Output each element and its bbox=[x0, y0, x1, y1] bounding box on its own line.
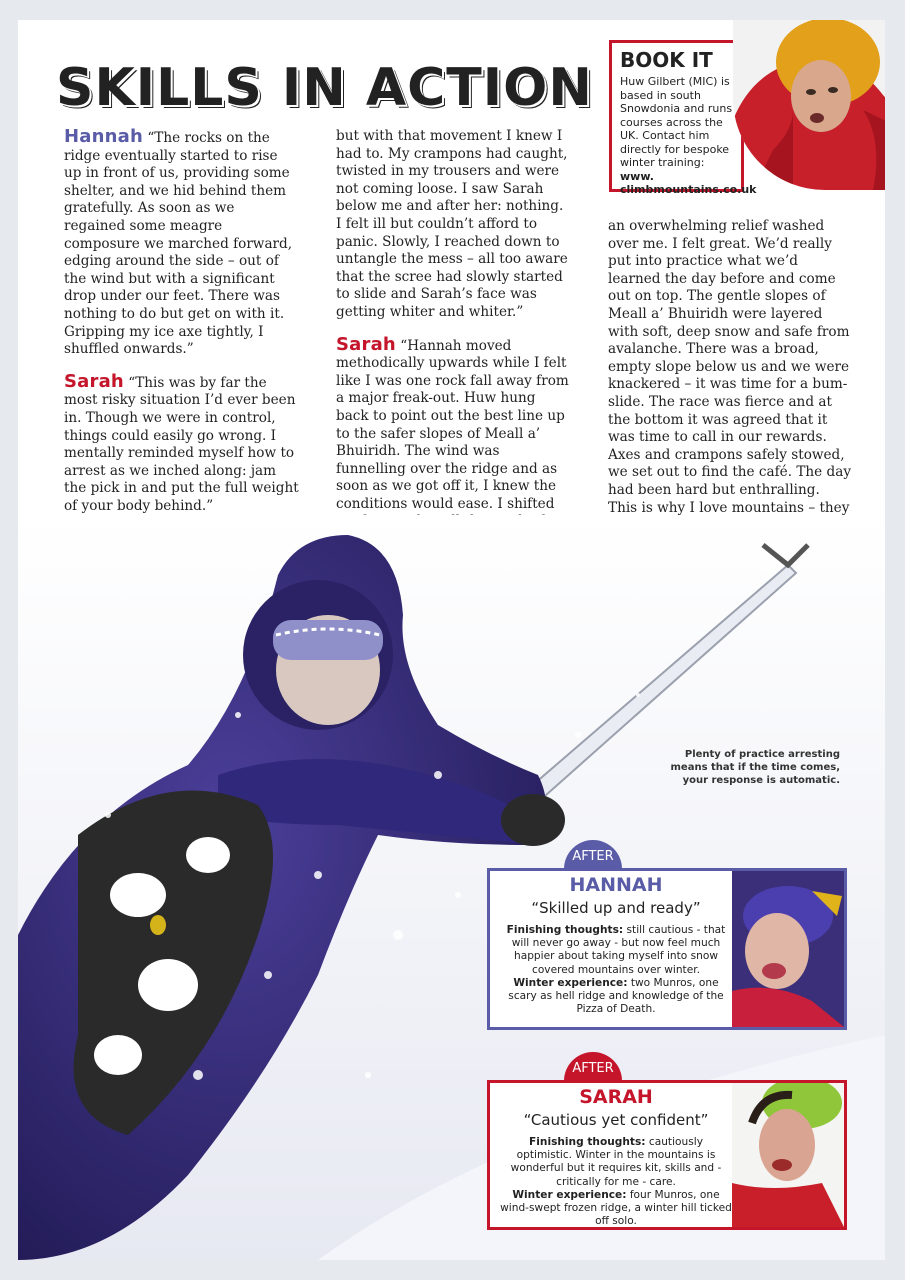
card-quote: “Cautious yet confident” bbox=[523, 1111, 709, 1129]
experience-text: two Munros, one scary as hell ridge and knowledge of the Pizza of Death. bbox=[508, 976, 724, 1016]
card-quote: “Skilled up and ready” bbox=[531, 899, 701, 917]
after-tag: AFTER bbox=[564, 840, 622, 870]
book-it-url[interactable]: www. climbmountains.co.uk bbox=[620, 169, 757, 196]
book-it-heading: BOOK IT bbox=[620, 48, 713, 72]
paragraph-text: “This was by far the most risky situation I’d ever been in. Though we were in control, things could easily go wrong. I mentally reminded myself how to arrest as we inched along: jam the pick in and put the full weight of your body behind.” bbox=[64, 374, 299, 514]
experience-label: Winter experience: bbox=[512, 1188, 627, 1201]
finishing-text: cautiously optimistic. Winter in the mountains is wonderful but it requires kit, skills and - critically for me - care. bbox=[510, 1136, 722, 1188]
portrait-image bbox=[733, 20, 885, 190]
paragraph bbox=[64, 128, 299, 359]
speaker-label-sarah: Sarah bbox=[336, 333, 396, 355]
article-column-3 bbox=[608, 218, 853, 549]
book-it-description: Huw Gilbert (MIC) is based in south Snowdonia and runs courses across the UK. Contact him directly for bespoke winter training: bbox=[620, 75, 733, 169]
book-it-text bbox=[620, 75, 757, 197]
finishing-text: still cautious - that will never go away - but now feel much happier about taking myself into snow covered mountains over winter. bbox=[511, 924, 726, 976]
paragraph-text: but with that movement I knew I had to. My crampons had caught, twisted in my trousers and were not coming loose. I saw Sarah below me and after her: nothing. I felt ill but couldn’t afford to panic. Slowly, I reached down to untangle the mess – all too aware that the scree had slowly started to slide and Sarah’s face was getting whiter and whiter.” bbox=[336, 128, 568, 320]
speaker-label-sarah: Sarah bbox=[64, 370, 124, 392]
hannah-photo bbox=[732, 871, 844, 1027]
magazine-page bbox=[18, 20, 885, 1260]
after-card-sarah bbox=[487, 1061, 847, 1230]
card-text bbox=[490, 871, 742, 1016]
finishing-label: Finishing thoughts: bbox=[506, 924, 624, 936]
paragraph-text: “Hannah moved methodically upwards while I felt like I was one rock fall away from a major freak-out. Huw hung back to point out the best line up to the safer slopes of Meall a’ Bhuiridh. The wind was funnelling over the ridge and as soon as we got off it, I knew the conditions would ease. I shifted bbox=[336, 337, 569, 512]
finishing-label: Finishing thoughts: bbox=[529, 1136, 646, 1148]
card-body bbox=[490, 1136, 742, 1228]
speaker-label-hannah: Hannah bbox=[64, 126, 144, 147]
photo-caption: Plenty of practice arresting means that if the time comes, your response is automatic. bbox=[670, 749, 840, 786]
experience-label: Winter experience: bbox=[513, 976, 628, 989]
paragraph bbox=[336, 128, 571, 322]
paragraph bbox=[608, 218, 853, 535]
card-name: HANNAH bbox=[569, 874, 663, 896]
book-it-box bbox=[609, 40, 757, 196]
paragraph bbox=[64, 370, 299, 516]
after-card-hannah bbox=[487, 849, 847, 1030]
paragraph-text: “The rocks on the ridge eventually started to rise up in front of us, providing some shelter, and we hid behind them gratefully. As soon as we regained some meagre composure we marched forward, edging around the side – out of the wind but with a significant drop under our feet. There was nothing to do but get on with it. Gripping my ice axe tightly, I shuffled onwards.” bbox=[64, 130, 293, 358]
experience-text: four Munros, one wind-swept frozen ridge, a winter hill ticked off solo. bbox=[500, 1188, 732, 1228]
paragraph-text: an overwhelming relief washed over me. I felt great. We’d really put into practice what we’d learned the day before and come out on top. The gentle slopes of Meall a’ Bhuiridh were layered with soft, deep snow and safe from avalanche. There was a broad, empty slope below us and we were knackered – it was time for a bum-slide. The race was fierce and at the bottom it was agreed that it was time to call in our rewards. Axes and crampons safely stowed, we set out to find the café. The day had been hard but enthralling. This is why I love mountains – they bbox=[608, 218, 852, 516]
card-text bbox=[490, 1083, 742, 1228]
card-name: SARAH bbox=[579, 1086, 653, 1108]
page-title: SKILLS IN ACTION bbox=[56, 58, 593, 118]
sarah-photo bbox=[732, 1083, 844, 1227]
card-body bbox=[490, 924, 742, 1016]
instructor-portrait bbox=[733, 20, 885, 190]
after-tag: AFTER bbox=[564, 1052, 622, 1082]
